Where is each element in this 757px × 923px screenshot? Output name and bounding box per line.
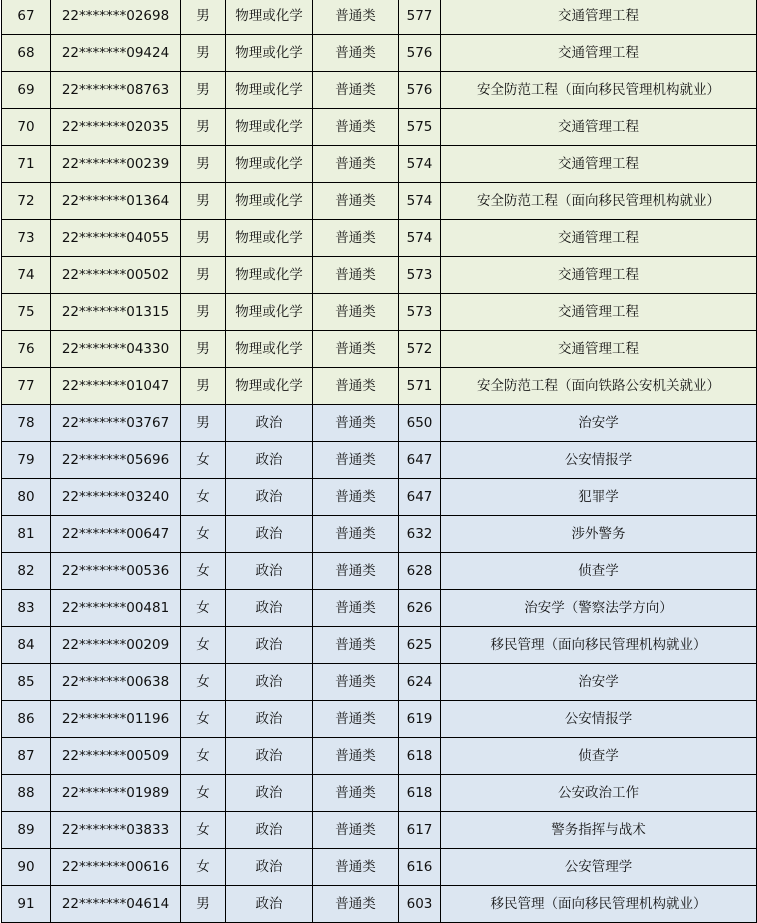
cell-index: 73 (2, 220, 51, 257)
cell-gender: 女 (181, 553, 226, 590)
cell-index: 76 (2, 331, 51, 368)
cell-index: 89 (2, 812, 51, 849)
cell-category: 普通类 (313, 812, 399, 849)
table-row (2, 442, 757, 479)
cell-elective-subject: 物理或化学 (226, 331, 313, 368)
table-row (2, 257, 757, 294)
cell-major: 公安管理学 (441, 849, 757, 886)
cell-elective-subject: 物理或化学 (226, 146, 313, 183)
table-row (2, 183, 757, 220)
cell-candidate-id: 22*******03240 (51, 479, 181, 516)
table-row (2, 812, 757, 849)
cell-category: 普通类 (313, 146, 399, 183)
cell-gender: 男 (181, 72, 226, 109)
cell-category: 普通类 (313, 257, 399, 294)
cell-candidate-id: 22*******04614 (51, 886, 181, 923)
cell-candidate-id: 22*******00647 (51, 516, 181, 553)
cell-candidate-id: 22*******01364 (51, 183, 181, 220)
cell-gender: 女 (181, 590, 226, 627)
cell-major: 侦查学 (441, 553, 757, 590)
cell-major: 移民管理（面向移民管理机构就业） (441, 627, 757, 664)
cell-score: 618 (399, 738, 441, 775)
cell-elective-subject: 政治 (226, 738, 313, 775)
cell-gender: 男 (181, 886, 226, 923)
table-row (2, 294, 757, 331)
table-row (2, 479, 757, 516)
cell-elective-subject: 政治 (226, 516, 313, 553)
cell-elective-subject: 政治 (226, 405, 313, 442)
cell-index: 91 (2, 886, 51, 923)
cell-index: 74 (2, 257, 51, 294)
cell-score: 617 (399, 812, 441, 849)
cell-candidate-id: 22*******04330 (51, 331, 181, 368)
cell-candidate-id: 22*******04055 (51, 220, 181, 257)
cell-major: 交通管理工程 (441, 35, 757, 72)
cell-index: 71 (2, 146, 51, 183)
cell-elective-subject: 物理或化学 (226, 0, 313, 35)
cell-category: 普通类 (313, 405, 399, 442)
cell-gender: 男 (181, 183, 226, 220)
cell-major: 交通管理工程 (441, 331, 757, 368)
cell-elective-subject: 政治 (226, 886, 313, 923)
cell-index: 83 (2, 590, 51, 627)
cell-score: 650 (399, 405, 441, 442)
cell-elective-subject: 物理或化学 (226, 257, 313, 294)
cell-index: 90 (2, 849, 51, 886)
cell-index: 72 (2, 183, 51, 220)
cell-index: 68 (2, 35, 51, 72)
cell-candidate-id: 22*******01196 (51, 701, 181, 738)
table-row (2, 627, 757, 664)
cell-elective-subject: 政治 (226, 701, 313, 738)
table-row (2, 886, 757, 923)
table-row (2, 849, 757, 886)
cell-major: 公安情报学 (441, 442, 757, 479)
cell-score: 647 (399, 479, 441, 516)
table-row (2, 72, 757, 109)
cell-category: 普通类 (313, 442, 399, 479)
cell-index: 84 (2, 627, 51, 664)
cell-category: 普通类 (313, 664, 399, 701)
cell-index: 87 (2, 738, 51, 775)
cell-candidate-id: 22*******00481 (51, 590, 181, 627)
cell-elective-subject: 物理或化学 (226, 72, 313, 109)
cell-gender: 男 (181, 331, 226, 368)
cell-score: 577 (399, 0, 441, 35)
cell-score: 574 (399, 220, 441, 257)
cell-category: 普通类 (313, 35, 399, 72)
cell-gender: 男 (181, 405, 226, 442)
cell-score: 573 (399, 294, 441, 331)
cell-elective-subject: 物理或化学 (226, 109, 313, 146)
cell-gender: 男 (181, 220, 226, 257)
cell-candidate-id: 22*******00616 (51, 849, 181, 886)
cell-category: 普通类 (313, 294, 399, 331)
cell-candidate-id: 22*******00239 (51, 146, 181, 183)
cell-gender: 女 (181, 627, 226, 664)
cell-index: 70 (2, 109, 51, 146)
cell-major: 交通管理工程 (441, 146, 757, 183)
cell-major: 治安学 (441, 664, 757, 701)
cell-score: 625 (399, 627, 441, 664)
cell-score: 576 (399, 72, 441, 109)
cell-gender: 女 (181, 479, 226, 516)
cell-category: 普通类 (313, 627, 399, 664)
cell-major: 侦查学 (441, 738, 757, 775)
cell-category: 普通类 (313, 701, 399, 738)
cell-index: 78 (2, 405, 51, 442)
cell-gender: 女 (181, 738, 226, 775)
cell-gender: 男 (181, 109, 226, 146)
cell-score: 575 (399, 109, 441, 146)
cell-index: 67 (2, 0, 51, 35)
cell-major: 警务指挥与战术 (441, 812, 757, 849)
cell-category: 普通类 (313, 183, 399, 220)
table-row (2, 35, 757, 72)
cell-gender: 女 (181, 849, 226, 886)
cell-elective-subject: 政治 (226, 627, 313, 664)
cell-score: 576 (399, 35, 441, 72)
cell-major: 移民管理（面向移民管理机构就业） (441, 886, 757, 923)
cell-score: 573 (399, 257, 441, 294)
cell-elective-subject: 政治 (226, 590, 313, 627)
cell-gender: 男 (181, 35, 226, 72)
table-row (2, 220, 757, 257)
cell-candidate-id: 22*******02698 (51, 0, 181, 35)
cell-score: 571 (399, 368, 441, 405)
cell-gender: 男 (181, 257, 226, 294)
cell-elective-subject: 物理或化学 (226, 368, 313, 405)
cell-score: 626 (399, 590, 441, 627)
cell-elective-subject: 政治 (226, 553, 313, 590)
cell-category: 普通类 (313, 0, 399, 35)
cell-gender: 男 (181, 294, 226, 331)
cell-major: 交通管理工程 (441, 294, 757, 331)
cell-candidate-id: 22*******08763 (51, 72, 181, 109)
cell-gender: 女 (181, 775, 226, 812)
cell-category: 普通类 (313, 220, 399, 257)
table-row (2, 590, 757, 627)
cell-elective-subject: 物理或化学 (226, 35, 313, 72)
cell-index: 79 (2, 442, 51, 479)
cell-category: 普通类 (313, 738, 399, 775)
cell-elective-subject: 政治 (226, 849, 313, 886)
cell-candidate-id: 22*******00638 (51, 664, 181, 701)
cell-major: 公安政治工作 (441, 775, 757, 812)
cell-major: 治安学（警察法学方向） (441, 590, 757, 627)
cell-score: 574 (399, 183, 441, 220)
cell-index: 85 (2, 664, 51, 701)
cell-elective-subject: 政治 (226, 775, 313, 812)
cell-candidate-id: 22*******01989 (51, 775, 181, 812)
cell-elective-subject: 政治 (226, 664, 313, 701)
cell-major: 交通管理工程 (441, 0, 757, 35)
cell-score: 574 (399, 146, 441, 183)
table-row (2, 701, 757, 738)
cell-elective-subject: 政治 (226, 442, 313, 479)
cell-index: 81 (2, 516, 51, 553)
cell-score: 647 (399, 442, 441, 479)
cell-major: 治安学 (441, 405, 757, 442)
cell-score: 628 (399, 553, 441, 590)
cell-candidate-id: 22*******01315 (51, 294, 181, 331)
cell-candidate-id: 22*******09424 (51, 35, 181, 72)
cell-category: 普通类 (313, 516, 399, 553)
table-row (2, 553, 757, 590)
cell-candidate-id: 22*******03833 (51, 812, 181, 849)
cell-candidate-id: 22*******02035 (51, 109, 181, 146)
cell-major: 安全防范工程（面向移民管理机构就业） (441, 183, 757, 220)
cell-category: 普通类 (313, 849, 399, 886)
cell-category: 普通类 (313, 109, 399, 146)
cell-category: 普通类 (313, 479, 399, 516)
cell-category: 普通类 (313, 368, 399, 405)
cell-candidate-id: 22*******00502 (51, 257, 181, 294)
cell-candidate-id: 22*******01047 (51, 368, 181, 405)
cell-major: 犯罪学 (441, 479, 757, 516)
cell-score: 618 (399, 775, 441, 812)
cell-candidate-id: 22*******00209 (51, 627, 181, 664)
table-row (2, 738, 757, 775)
table-row (2, 664, 757, 701)
cell-gender: 女 (181, 664, 226, 701)
cell-elective-subject: 政治 (226, 812, 313, 849)
cell-index: 75 (2, 294, 51, 331)
table-row (2, 109, 757, 146)
cell-major: 安全防范工程（面向铁路公安机关就业） (441, 368, 757, 405)
cell-candidate-id: 22*******03767 (51, 405, 181, 442)
cell-major: 公安情报学 (441, 701, 757, 738)
cell-elective-subject: 物理或化学 (226, 294, 313, 331)
cell-category: 普通类 (313, 331, 399, 368)
cell-major: 交通管理工程 (441, 257, 757, 294)
cell-gender: 女 (181, 442, 226, 479)
cell-major: 涉外警务 (441, 516, 757, 553)
cell-candidate-id: 22*******00536 (51, 553, 181, 590)
cell-major: 交通管理工程 (441, 109, 757, 146)
cell-elective-subject: 物理或化学 (226, 220, 313, 257)
table-row (2, 405, 757, 442)
table-row (2, 0, 757, 35)
admission-list-table (1, 0, 757, 923)
cell-gender: 男 (181, 368, 226, 405)
cell-index: 77 (2, 368, 51, 405)
cell-index: 88 (2, 775, 51, 812)
cell-gender: 女 (181, 701, 226, 738)
cell-score: 603 (399, 886, 441, 923)
cell-gender: 女 (181, 516, 226, 553)
table-row (2, 516, 757, 553)
cell-score: 624 (399, 664, 441, 701)
cell-gender: 女 (181, 812, 226, 849)
cell-score: 632 (399, 516, 441, 553)
cell-gender: 男 (181, 146, 226, 183)
cell-elective-subject: 物理或化学 (226, 183, 313, 220)
cell-category: 普通类 (313, 553, 399, 590)
cell-candidate-id: 22*******05696 (51, 442, 181, 479)
cell-index: 69 (2, 72, 51, 109)
cell-score: 619 (399, 701, 441, 738)
cell-score: 616 (399, 849, 441, 886)
cell-score: 572 (399, 331, 441, 368)
cell-index: 80 (2, 479, 51, 516)
cell-major: 安全防范工程（面向移民管理机构就业） (441, 72, 757, 109)
cell-major: 交通管理工程 (441, 220, 757, 257)
table-row (2, 331, 757, 368)
table-row (2, 146, 757, 183)
cell-candidate-id: 22*******00509 (51, 738, 181, 775)
cell-category: 普通类 (313, 775, 399, 812)
cell-category: 普通类 (313, 72, 399, 109)
table-row (2, 775, 757, 812)
cell-category: 普通类 (313, 590, 399, 627)
cell-elective-subject: 政治 (226, 479, 313, 516)
table-body (2, 0, 757, 923)
cell-category: 普通类 (313, 886, 399, 923)
cell-index: 86 (2, 701, 51, 738)
table-row (2, 368, 757, 405)
cell-index: 82 (2, 553, 51, 590)
cell-gender: 男 (181, 0, 226, 35)
